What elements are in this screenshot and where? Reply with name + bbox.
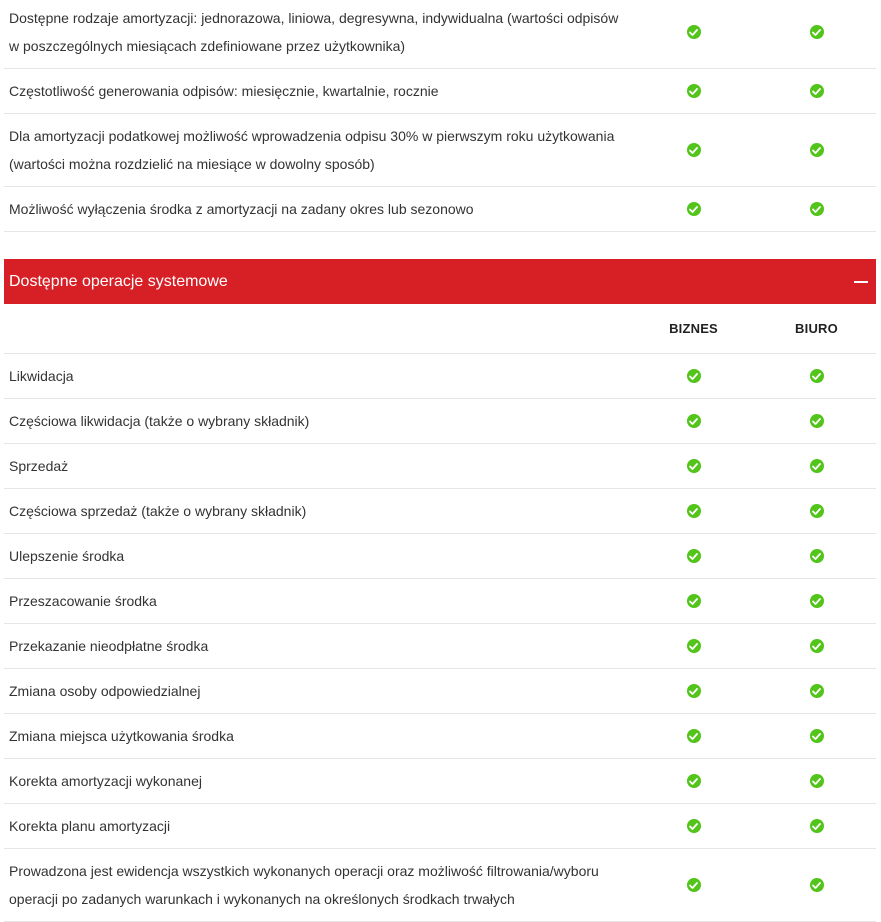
biuro-cell [755,684,878,698]
table-row [4,849,876,922]
check-circle-icon [810,84,824,98]
biznes-cell [632,25,755,39]
minus-icon[interactable] [854,281,868,283]
table-row [4,804,876,849]
row-label: Prowadzona jest ewidencja wszystkich wykonanych operacji oraz możliwość filtrowania/wyboru operacji po zadanych warunkach i wykonanych na określonych środkach trwałych [9,863,599,907]
table-row [4,69,876,114]
row-label: Zmiana osoby odpowiedzialnej [9,683,201,699]
biuro-cell [755,143,878,157]
biuro-cell [755,774,878,788]
column-header-biuro: BIURO [795,321,838,336]
biznes-cell [632,414,755,428]
biuro-cell [755,504,878,518]
check-circle-icon [687,414,701,428]
biznes-cell [632,202,755,216]
biuro-cell [755,549,878,563]
column-header-biznes: BIZNES [669,321,718,336]
check-circle-icon [687,878,701,892]
biuro-cell [755,878,878,892]
biuro-cell [755,84,878,98]
check-circle-icon [810,459,824,473]
row-label: Korekta planu amortyzacji [9,818,171,834]
check-circle-icon [810,369,824,383]
check-circle-icon [810,202,824,216]
biznes-cell [632,369,755,383]
table-row [4,114,876,187]
check-circle-icon [810,594,824,608]
check-circle-icon [687,774,701,788]
biuro-cell [755,819,878,833]
table-row [4,624,876,669]
check-circle-icon [687,549,701,563]
table-row [4,759,876,804]
check-circle-icon [687,369,701,383]
biznes-cell [632,774,755,788]
check-circle-icon [687,639,701,653]
check-circle-icon [810,143,824,157]
check-circle-icon [687,202,701,216]
biuro-cell [755,729,878,743]
biuro-cell [755,369,878,383]
row-label: Częstotliwość generowania odpisów: miesięcznie, kwartalnie, rocznie [9,83,439,99]
row-label: Likwidacja [9,368,74,384]
row-label: Dostępne rodzaje amortyzacji: jednorazowa, liniowa, degresywna, indywidualna (wartości odpisów w poszczególnych miesiącach zdefiniowane przez użytkownika) [9,10,619,54]
check-circle-icon [687,25,701,39]
table-row [4,187,876,232]
biuro-cell [755,594,878,608]
biznes-cell [632,878,755,892]
check-circle-icon [810,414,824,428]
check-circle-icon [810,729,824,743]
check-circle-icon [687,504,701,518]
biznes-cell [632,504,755,518]
biznes-cell [632,594,755,608]
check-circle-icon [810,639,824,653]
check-circle-icon [810,549,824,563]
check-circle-icon [687,143,701,157]
column-header-row [4,304,876,354]
table-row [4,669,876,714]
check-circle-icon [810,25,824,39]
biuro-cell [755,414,878,428]
biznes-cell [632,143,755,157]
row-label: Częściowa likwidacja (także o wybrany składnik) [9,413,310,429]
biznes-cell [632,549,755,563]
row-label: Sprzedaż [9,458,69,474]
check-circle-icon [687,729,701,743]
table-row [4,534,876,579]
table-row [4,444,876,489]
table-row [4,399,876,444]
table-row [4,354,876,399]
check-circle-icon [810,878,824,892]
table-row [4,489,876,534]
check-circle-icon [810,774,824,788]
biznes-cell [632,819,755,833]
row-label: Korekta amortyzacji wykonanej [9,773,202,789]
row-label: Zmiana miejsca użytkowania środka [9,728,234,744]
table-row [4,579,876,624]
row-label: Przeszacowanie środka [9,593,157,609]
check-circle-icon [810,684,824,698]
check-circle-icon [687,819,701,833]
biznes-cell [632,639,755,653]
table-row [4,0,876,69]
biznes-cell [632,459,755,473]
row-label: Przekazanie nieodpłatne środka [9,638,209,654]
check-circle-icon [687,594,701,608]
feature-table [4,0,876,922]
check-circle-icon [687,459,701,473]
biuro-cell [755,639,878,653]
biuro-cell [755,202,878,216]
row-label: Ulepszenie środka [9,548,125,564]
row-label: Dla amortyzacji podatkowej możliwość wprowadzenia odpisu 30% w pierwszym roku użytkowania (wartości można rozdzielić na miesiące w dowolny sposób) [9,128,615,172]
biznes-cell [632,84,755,98]
biuro-cell [755,459,878,473]
table-row [4,714,876,759]
check-circle-icon [687,84,701,98]
row-label: Możliwość wyłączenia środka z amortyzacji na zadany okres lub sezonowo [9,201,474,217]
section-title: Dostępne operacje systemowe [9,272,228,290]
biznes-cell [632,684,755,698]
section-header-toggle[interactable] [4,259,876,304]
biznes-cell [632,729,755,743]
row-label: Częściowa sprzedaż (także o wybrany składnik) [9,503,307,519]
biuro-cell [755,25,878,39]
section2-rows [4,354,876,922]
check-circle-icon [810,504,824,518]
check-circle-icon [810,819,824,833]
check-circle-icon [687,684,701,698]
